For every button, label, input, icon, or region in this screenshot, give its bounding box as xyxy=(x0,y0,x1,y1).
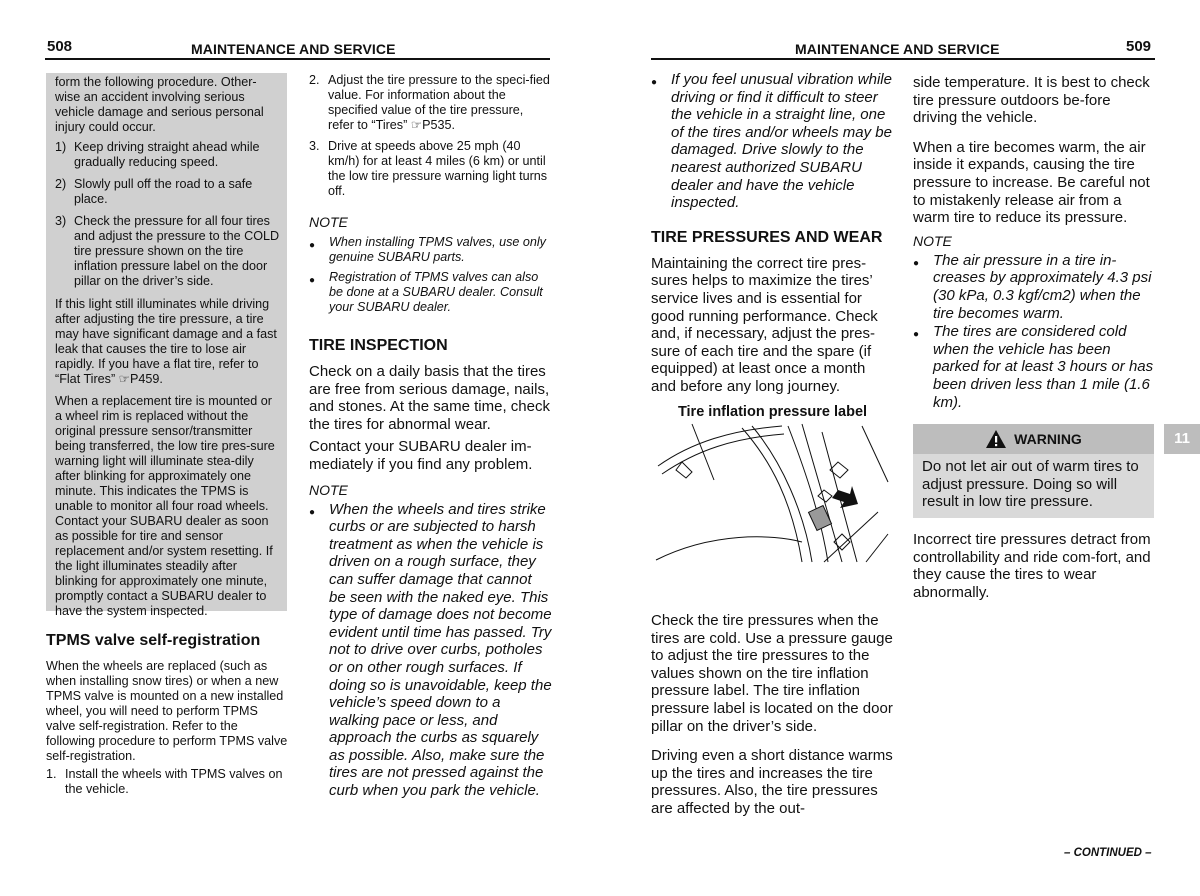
tpms-heading: TPMS valve self-registration xyxy=(46,632,261,649)
right-column-1-lower xyxy=(651,612,894,818)
pressures-paragraph-3: Driving even a short distance warms up the tires and increases the tire pressures. Also, the tire pressures are affected by the out- xyxy=(651,747,893,817)
step-text: Adjust the tire pressure to the speci-fied value. For information about the specified value of the tire pressure, refer to “Tires” ☞P535. xyxy=(328,73,550,132)
note-text: The tires are considered cold when the vehicle has been parked for at least 3 hours or has been driven less than 1 mile (1.6 km). xyxy=(933,323,1154,411)
warning-label: WARNING xyxy=(1014,431,1082,447)
step-text: Install the wheels with TPMS valves on the vehicle. xyxy=(65,767,283,796)
bullet-dot: ● xyxy=(309,275,316,286)
step-number: 1. xyxy=(46,767,57,781)
right-header-rule xyxy=(651,58,1155,60)
note-item xyxy=(913,252,1156,322)
tpms-section xyxy=(46,632,288,797)
incorrect-pressure-paragraph: Incorrect tire pressures detract from controllability and ride com-fort, and they cause the tires to wear abnormally. xyxy=(913,531,1151,601)
warning-header xyxy=(913,424,1154,454)
bullet-dot: ● xyxy=(913,257,920,269)
note-text: When installing TPMS valves, use only genuine SUBARU parts. xyxy=(329,235,546,264)
step-number: 2) xyxy=(55,177,67,191)
note-text: When the wheels and tires strike curbs or are subjected to harsh treatment as when the vehicle is driven on a rough surface, they can suffer damage that cannot be seen with the naked eye. This type of damage does not become evident until time has passed. Try not to drive over curbs, potholes or on other rough surfaces. If doing so is unavoidable, keep the vehicle’s speed down to a walking pace or less, and approach the curbs as squarely as possible. Also, make sure the tires are not pressed against the curb when you park the vehicle. xyxy=(329,500,552,800)
bullet-dot: ● xyxy=(913,329,920,341)
note-item xyxy=(309,270,552,315)
warning-text: Do not let air out of warm tires to adjust pressure. Doing so will result in low tire pressure. xyxy=(913,454,1154,518)
pillar-line xyxy=(692,424,714,480)
tpms-step-1 xyxy=(46,767,288,797)
warning-box xyxy=(913,424,1154,518)
step-number: 3) xyxy=(55,214,67,228)
inspection-paragraph-1: Check on a daily basis that the tires are free from serious damage, nails, and stones. At the same time, check the tires for abnormal wear. xyxy=(309,363,550,433)
note-text: Registration of TPMS valves can also be done at a SUBARU dealer. Consult your SUBARU dealer. xyxy=(329,270,543,314)
note-item xyxy=(913,323,1156,411)
door-edge-line xyxy=(662,434,784,474)
left-column-2 xyxy=(309,73,552,800)
tire-label-illustration xyxy=(652,422,892,564)
body-line xyxy=(862,426,888,482)
note-item xyxy=(309,501,552,800)
step-text: Slowly pull off the road to a safe place. xyxy=(74,177,253,206)
left-page-number: 508 xyxy=(47,38,73,55)
door-latch xyxy=(676,462,692,478)
note-item xyxy=(309,235,552,265)
pressure-label-sticker xyxy=(809,506,832,531)
warning-triangle-icon xyxy=(985,429,1007,449)
right-page-number: 509 xyxy=(1126,38,1152,55)
step-number: 1) xyxy=(55,140,67,154)
light-still-on-paragraph: If this light still illuminates while driving after adjusting the tire pressure, a tire may have significant damage and a fast leak that causes the tire to lose air rapidly. If you have a flat tire, refer to “Flat Tires” ☞P459. xyxy=(55,297,277,386)
tpms-body: When the wheels are replaced (such as when installing snow tires) or when a new TPMS valve is mounted on a new installed wheel, you will need to perform TPMS valve self-registration. Refer to the following procedure to perform TPMS valve self-registration. xyxy=(46,659,288,763)
tpms-step-2 xyxy=(309,73,552,133)
step-number: 3. xyxy=(309,139,320,153)
note-text: If you feel unusual vibration while driving or find it difficult to steer the vehicle in a straight line, one of the tires and/or wheels may be damaged. Drive slowly to the nearest authorized SUBARU dealer and have the vehicle inspected. xyxy=(671,71,892,212)
replacement-tire-paragraph: When a replacement tire is mounted or a wheel rim is replaced without the original pressure sensor/transmitter being transferred, the low tire pres-sure warning light will illuminate stea-dily after blinking for approximately one minute. This indicates the TPMS is unable to monitor all four road wheels. Contact your SUBARU dealer as soon as possible for tire and sensor replacement and/or system resetting. If the light illuminates steadily after blinking for approximately one minute, promptly contact a SUBARU dealer to have the system inspected. xyxy=(55,394,275,618)
step-3 xyxy=(55,214,281,289)
tire-pressures-heading: TIRE PRESSURES AND WEAR xyxy=(651,228,883,246)
bullet-dot: ● xyxy=(309,240,316,251)
pointer-arrow xyxy=(832,486,858,508)
step-2 xyxy=(55,177,281,207)
note-item xyxy=(651,71,894,212)
inspection-paragraph-2: Contact your SUBARU dealer im-mediately if you find any problem. xyxy=(309,438,533,473)
warm-tire-paragraph: When a tire becomes warm, the air inside it expands, causing the tire pressure to increase. Be careful not to mistakenly release air from a warm tire to reduce its pressure. xyxy=(913,138,1150,227)
floor-line xyxy=(656,537,802,560)
step-text: Keep driving straight ahead while gradually reducing speed. xyxy=(74,140,260,169)
step-1 xyxy=(55,140,281,170)
step-text: Drive at speeds above 25 mph (40 km/h) for at least 4 miles (6 km) or until the low tire pressure warning light turns off. xyxy=(328,139,548,198)
note-label: NOTE xyxy=(913,232,952,249)
tpms-warning-box xyxy=(46,73,287,618)
pressures-paragraph-1: Maintaining the correct tire pres-sures helps to maximize the tires’ service lives and is essential for good running performance. Check and, if necessary, adjust the pres-sure of each tire and the spare (if equipped) at least once a month and before any long journey. xyxy=(651,254,878,395)
sill-line xyxy=(866,534,888,562)
pressures-paragraph-2: Check the tire pressures when the tires are cold. Use a pressure gauge to adjust the tire pressures to the values shown on the tire inflation pressure label. The tire inflation pressure label is located on the door pillar on the driver’s side. xyxy=(651,612,893,735)
warning-continuation: form the following procedure. Other-wise an accident involving serious vehicle damage and serious personal injury could occur. xyxy=(55,75,264,134)
tpms-step-3 xyxy=(309,139,552,199)
section-tab: 11 xyxy=(1164,424,1200,454)
door-frame-curve xyxy=(752,426,812,562)
figure-caption: Tire inflation pressure label xyxy=(677,403,868,420)
tire-inspection-heading: TIRE INSPECTION xyxy=(309,337,448,354)
right-column-1 xyxy=(651,71,894,420)
note-label: NOTE xyxy=(309,214,348,230)
step-text: Check the pressure for all four tires and adjust the pressure to the COLD tire pressure shown on the tire inflation pressure label on the door pillar on the driver’s side. xyxy=(74,214,280,288)
note-text: The air pressure in a tire in-creases by approximately 4.3 psi (30 kPa, 0.3 kgf/cm2) when the tire becomes warm. xyxy=(933,251,1152,322)
right-column-2-lower xyxy=(913,531,1156,601)
outside-temp-paragraph: side temperature. It is best to check tire pressure outdoors be-fore driving the vehicle. xyxy=(913,74,1150,127)
left-page-header: MAINTENANCE AND SERVICE xyxy=(191,41,396,57)
step-number: 2. xyxy=(309,73,320,87)
bullet-dot: ● xyxy=(651,77,658,88)
bullet-dot: ● xyxy=(309,506,316,518)
striker xyxy=(818,490,832,502)
note-label: NOTE xyxy=(309,481,348,498)
left-header-rule xyxy=(45,58,550,60)
sill-line xyxy=(824,512,878,562)
right-page-header: MAINTENANCE AND SERVICE xyxy=(795,41,1000,57)
continued-footer: – CONTINUED – xyxy=(1064,847,1152,859)
right-column-2 xyxy=(913,74,1156,411)
